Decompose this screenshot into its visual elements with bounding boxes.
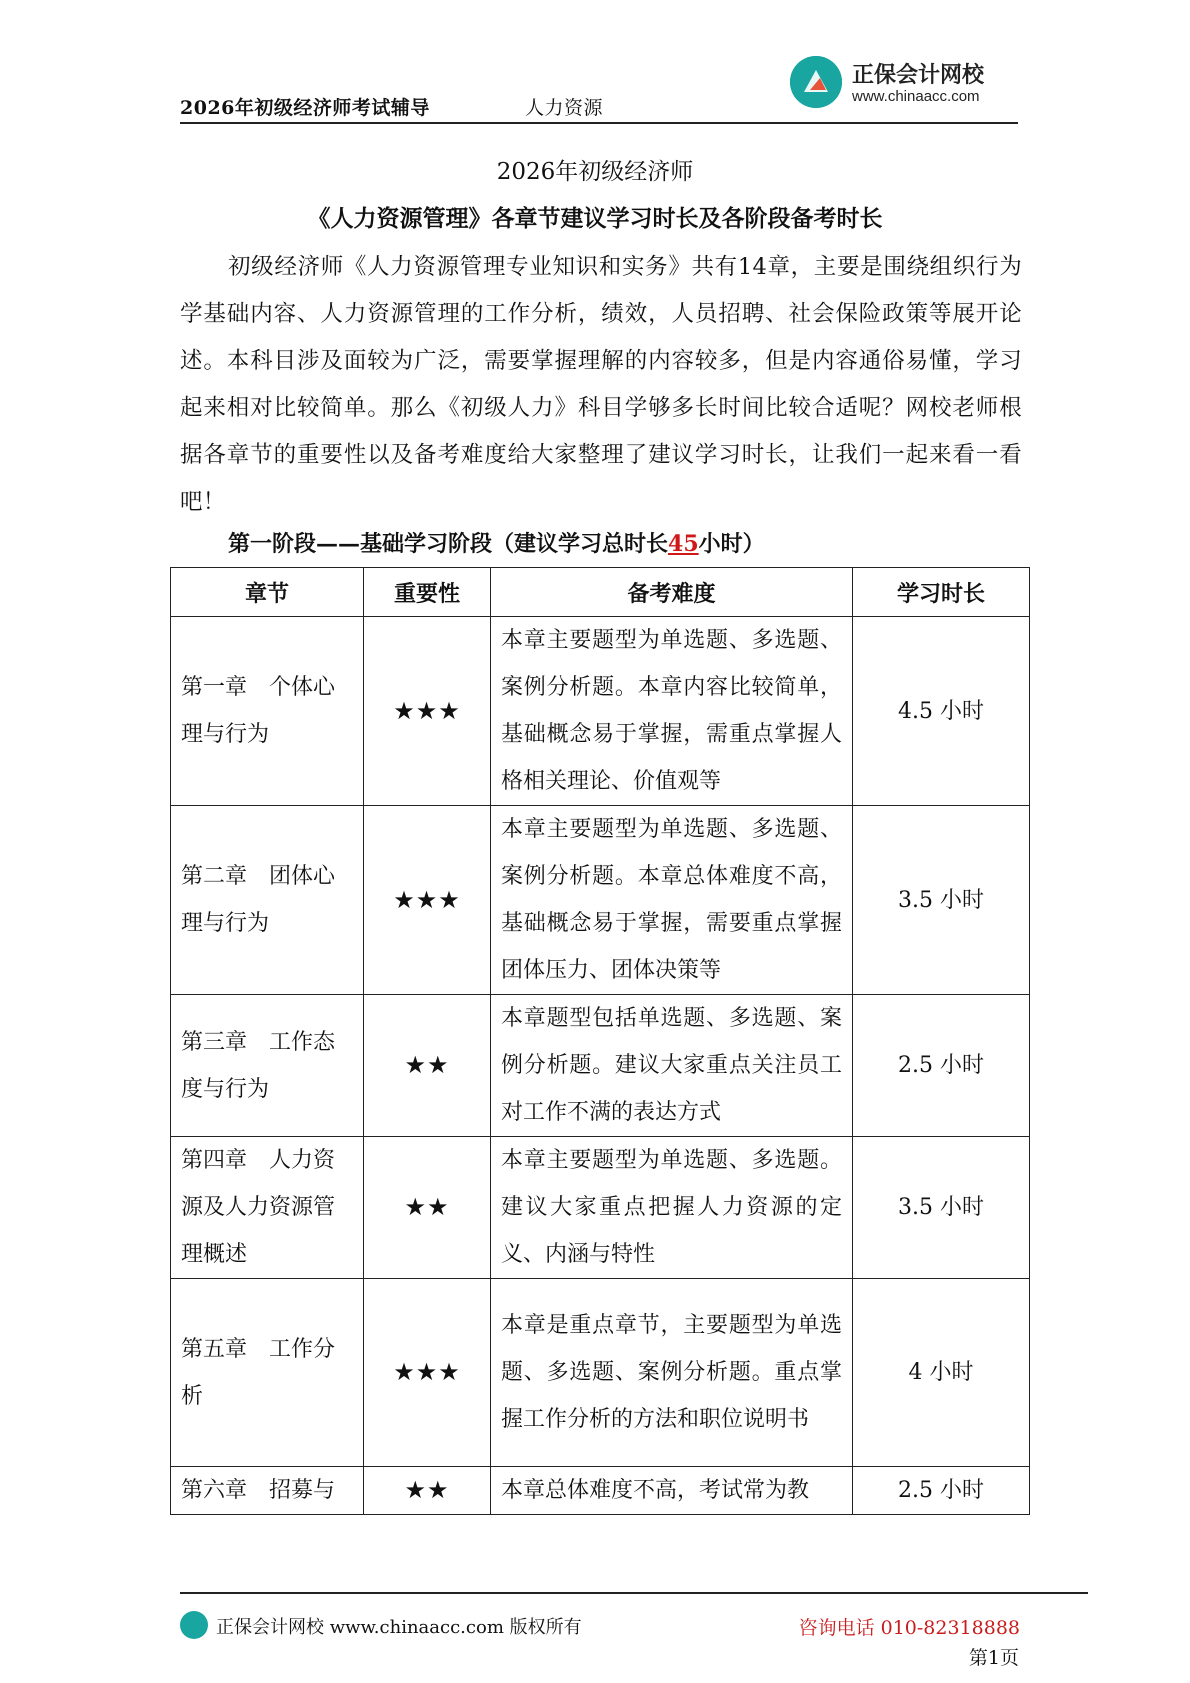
footer-divider: [180, 1592, 1088, 1594]
header-subject: 人力资源: [525, 97, 604, 119]
chapter-cell: 第五章 工作分析: [171, 1279, 364, 1467]
logo-emblem-icon: [790, 56, 842, 108]
hours-cell: 3.5 小时: [853, 1137, 1030, 1279]
chapter-cell: 第六章 招募与: [171, 1467, 364, 1515]
importance-stars: ★★: [364, 995, 491, 1137]
header-exam-title: 2026年初级经济师考试辅导: [180, 97, 430, 119]
table-row: [171, 1137, 1030, 1279]
logo-name: 正保会计网校: [852, 63, 985, 88]
intro-paragraph: 初级经济师《人力资源管理专业知识和实务》共有14章，主要是围绕组织行为学基础内容、人力资源管理的工作分析，绩效，人员招聘、社会保险政策等展开论述。本科目涉及面较为广泛，需要掌握理解的内容较多，但是内容通俗易懂，学习起来相对比较简单。那么《初级人力》科目学够多长时间比较合适呢？网校老师根据各章节的重要性以及备考难度给大家整理了建议学习时长，让我们一起来看一看吧！: [180, 254, 1022, 515]
doc-title: 2026年初级经济师: [496, 159, 694, 185]
difficulty-cell: 本章主要题型为单选题、多选题、案例分析题。本章内容比较简单，基础概念易于掌握，需重点掌握人格相关理论、价值观等: [491, 617, 853, 806]
chapter-cell: 第一章 个体心理与行为: [171, 617, 364, 806]
stage-total-hours: 45: [668, 531, 699, 557]
hours-cell: 4 小时: [853, 1279, 1030, 1467]
brand-logo[interactable]: [790, 56, 1040, 116]
page-number: 第1页: [968, 1647, 1019, 1669]
col-header-difficulty: 备考难度: [491, 568, 853, 617]
chapter-study-table: [170, 567, 1030, 1515]
hours-cell: 2.5 小时: [853, 995, 1030, 1137]
difficulty-cell: 本章主要题型为单选题、多选题、案例分析题。本章总体难度不高，基础概念易于掌握，需要重点掌握团体压力、团体决策等: [491, 806, 853, 995]
difficulty-cell: 本章总体难度不高，考试常为教: [491, 1467, 853, 1515]
difficulty-cell: 本章题型包括单选题、多选题、案例分析题。建议大家重点关注员工对工作不满的表达方式: [491, 995, 853, 1137]
importance-stars: ★★★: [364, 617, 491, 806]
header-title: [180, 93, 604, 120]
chapter-cell: 第二章 团体心理与行为: [171, 806, 364, 995]
importance-stars: ★★: [364, 1467, 491, 1515]
hours-cell: 4.5 小时: [853, 617, 1030, 806]
hours-cell: 2.5 小时: [853, 1467, 1030, 1515]
hours-cell: 3.5 小时: [853, 806, 1030, 995]
stage-heading: [228, 527, 765, 558]
col-header-hours: 学习时长: [853, 568, 1030, 617]
importance-stars: ★★★: [364, 806, 491, 995]
difficulty-cell: 本章是重点章节，主要题型为单选题、多选题、案例分析题。重点掌握工作分析的方法和职位说明书: [491, 1279, 853, 1467]
footer-phone[interactable]: 咨询电话 010-82318888: [798, 1617, 1020, 1639]
col-header-chapter: 章节: [171, 568, 364, 617]
table-row: [171, 1279, 1030, 1467]
chapter-cell: 第四章 人力资源及人力资源管理概述: [171, 1137, 364, 1279]
importance-stars: ★★★: [364, 1279, 491, 1467]
footer-copyright: 正保会计网校 www.chinaacc.com 版权所有: [216, 1617, 582, 1638]
doc-subtitle: 《人力资源管理》各章节建议学习时长及各阶段备考时长: [307, 205, 883, 232]
table-row: [171, 617, 1030, 806]
logo-url: www.chinaacc.com: [852, 88, 980, 105]
stage-heading-suffix: 小时）: [698, 531, 765, 557]
chapter-cell: 第三章 工作态度与行为: [171, 995, 364, 1137]
table-row: [171, 995, 1030, 1137]
footer-logo-icon: [180, 1611, 208, 1639]
header-divider: [180, 122, 1018, 124]
importance-stars: ★★: [364, 1137, 491, 1279]
table-row: [171, 806, 1030, 995]
difficulty-cell: 本章主要题型为单选题、多选题。建议大家重点把握人力资源的定义、内涵与特性: [491, 1137, 853, 1279]
table-row: [171, 1467, 1030, 1515]
stage-heading-prefix: 第一阶段——基础学习阶段（建议学习总时长: [228, 531, 669, 557]
col-header-importance: 重要性: [364, 568, 491, 617]
table-header-row: [171, 568, 1030, 617]
